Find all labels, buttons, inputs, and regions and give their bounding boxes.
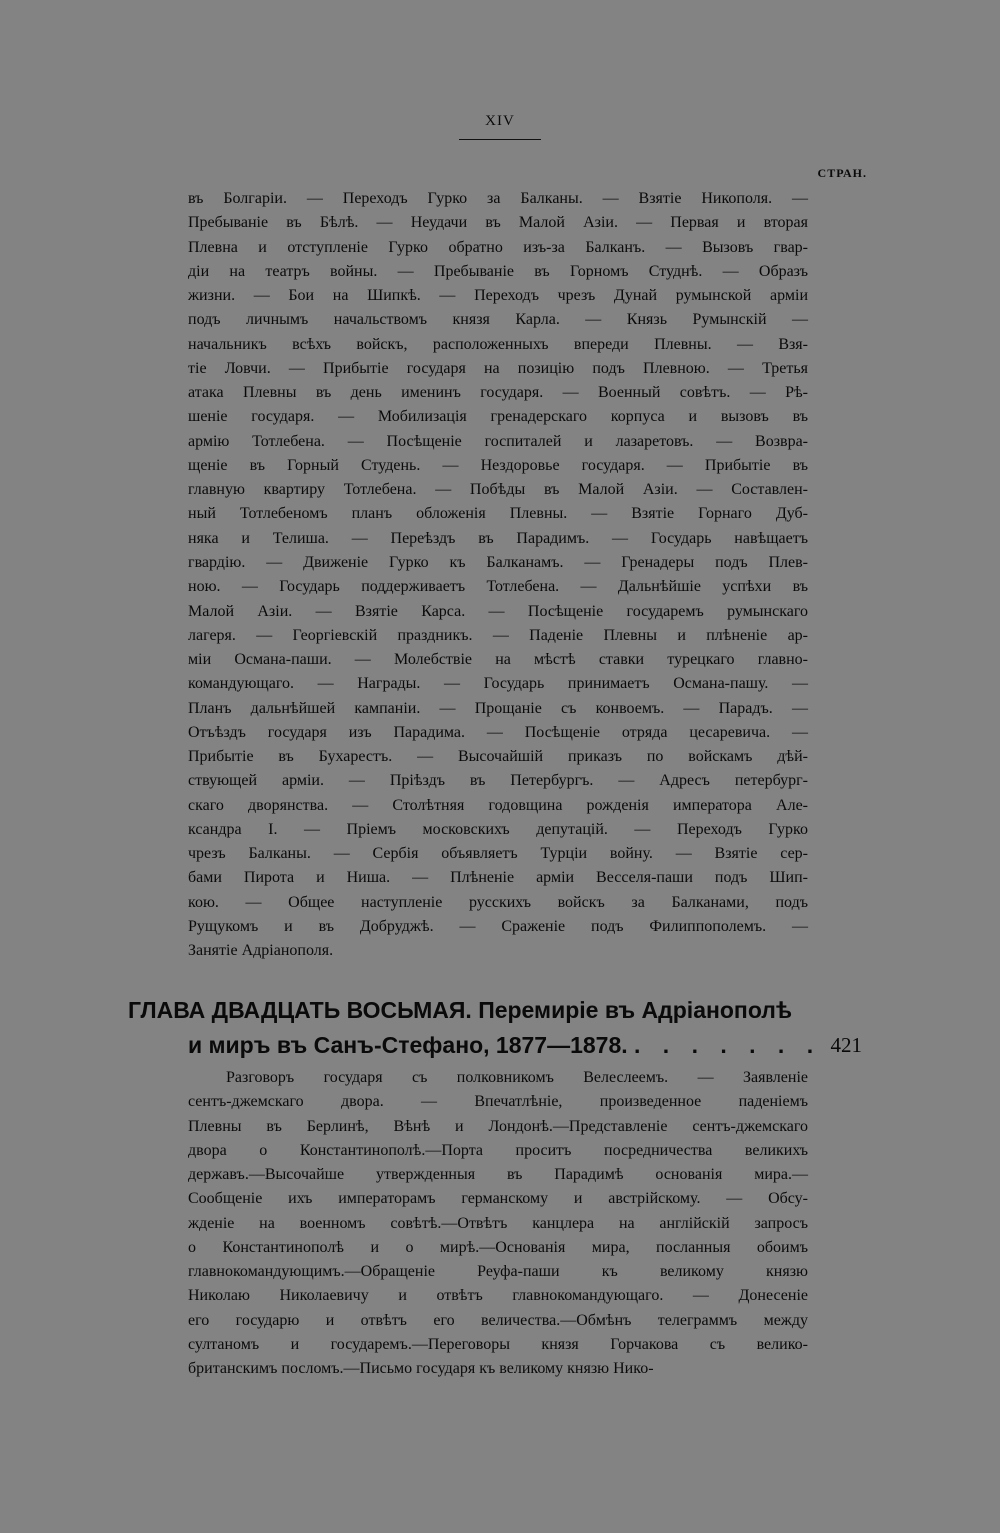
text-line: ствующей арміи. — Пріѣздъ въ Петербургъ. — Адресъ петербург-: [188, 772, 808, 790]
text-line: атака Плевны въ день именинъ государя. — Военный совѣтъ. — Рѣ-: [188, 384, 808, 402]
text-line: армію Тотлебена. — Посѣщеніе госпиталей и лазаретовъ. — Возвра-: [188, 432, 808, 450]
header-rule: [459, 139, 541, 140]
text-line: сентъ-джемскаго двора. — Впечатлѣніе, произведенное паденіемъ: [188, 1093, 808, 1111]
chapter-title-line1: ГЛАВА ДВАДЦАТЬ ВОСЬМАЯ. Перемиріе въ Адріанополѣ: [128, 997, 793, 1023]
text-line: въ Болгаріи. — Переходъ Гурко за Балканы. — Взятіе Никополя. —: [188, 190, 808, 207]
text-line: британскимъ посломъ.—Письмо государя къ великому князю Нико-: [188, 1360, 654, 1378]
text-line: главную квартиру Тотлебена. — Побѣды въ Малой Азіи. — Составлен-: [188, 481, 808, 499]
text-line: Прибытіе въ Бухарестъ. — Высочайшій приказъ по войскамъ дѣй-: [188, 748, 808, 766]
text-line: жденіе на военномъ совѣтѣ.—Отвѣтъ канцлера на англійскій запросъ: [188, 1214, 808, 1232]
text-line: Сообщеніе ихъ императорамъ германскому и австрійскому. — Обсу-: [188, 1190, 808, 1208]
text-line: подъ личнымъ начальствомъ князя Карла. — Князь Румынскій —: [188, 311, 808, 329]
section1-text: [188, 187, 808, 964]
text-line: гвардію. — Движеніе Гурко къ Балканамъ. — Гренадеры подъ Плев-: [188, 553, 808, 571]
page-number: XIV: [485, 113, 515, 129]
text-line: Николаю Николаевичу и отвѣтъ главнокомандующаго. — Донесеніе: [188, 1287, 808, 1305]
chapter-title-text: и миръ въ Санъ-Стефано, 1877—1878.: [188, 1032, 628, 1058]
text-line: міи Османа-паши. — Молебствіе на мѣстѣ ставки турецкаго главно-: [188, 651, 808, 669]
text-line: султаномъ и государемъ.—Переговоры князя Горчакова съ велико-: [188, 1335, 808, 1353]
chapter-leader-dots: . . . . . . .: [634, 1032, 822, 1058]
text-line: Пребываніе въ Бѣлѣ. — Неудачи въ Малой Азіи. — Первая и вторая: [188, 214, 808, 232]
text-line: Занятіе Адріанополя.: [188, 942, 334, 960]
text-line: о Константинополѣ и о мирѣ.—Основанія мира, посланныя обоимъ: [188, 1238, 808, 1256]
text-line: командующаго. — Награды. — Государь принимаетъ Османа-пашу. —: [188, 675, 808, 693]
text-line: Плевна и отступленіе Гурко обратно изъ-за Балканъ. — Вызовъ гвар-: [188, 238, 808, 256]
text-line: щеніе въ Горный Студень. — Нездоровье государя. — Прибытіе въ: [188, 456, 808, 474]
text-line: державъ.—Высочайше утвержденныя въ Парадимѣ основанія мира.—: [188, 1166, 808, 1184]
chapter-page-number: 421: [830, 1033, 862, 1057]
text-line: жизни. — Бои на Шипкѣ. — Переходъ чрезъ Дунай румынской арміи: [188, 287, 808, 305]
text-line: лагеря. — Георгіевскій праздникъ. — Паденіе Плевны и плѣненіе ар-: [188, 626, 808, 644]
text-line: двора о Константинополѣ.—Порта проситъ посредничества великихъ: [188, 1141, 808, 1159]
text-line: ксандра I. — Пріемъ московскихъ депутацій. — Переходъ Гурко: [188, 820, 808, 838]
text-line: бами Пирота и Ниша. — Плѣненіе арміи Весселя-паши подъ Шип-: [188, 869, 808, 887]
text-line: діи на театръ войны. — Пребываніе въ Горномъ Студнѣ. — Образъ: [188, 262, 808, 280]
text-line: ный Тотлебеномъ планъ обложенія Плевны. — Взятіе Горнаго Дуб-: [188, 505, 808, 523]
text-line: тіе Ловчи. — Прибытіе государя на позицію подъ Плевною. — Третья: [188, 359, 808, 377]
text-line: главнокомандующимъ.—Обращеніе Реуфа-паши къ великому князю: [188, 1263, 808, 1281]
text-line: Планъ дальнѣйшей кампаніи. — Прощаніе съ конвоемъ. — Парадъ. —: [188, 699, 808, 717]
text-line: Рущукомъ и въ Добруджѣ. — Сраженіе подъ Филиппополемъ. —: [188, 917, 808, 935]
chapter-title-line2: [128, 1028, 862, 1063]
text-line: его государю и отвѣтъ его величества.—Обмѣнъ телеграммъ между: [188, 1311, 808, 1329]
text-line: начальникъ всѣхъ войскъ, расположенныхъ впереди Плевны. — Взя-: [188, 335, 808, 353]
text-line: чрезъ Балканы. — Сербія объявляетъ Турціи войну. — Взятіе сер-: [188, 845, 808, 863]
text-line: шеніе государя. — Мобилизація гренадерскаго корпуса и вызовъ въ: [188, 408, 808, 426]
column-label: СТРАН.: [817, 166, 867, 180]
text-line: скаго дворянства. — Столѣтняя годовщина рожденія императора Але-: [188, 796, 808, 814]
text-line: няка и Телиша. — Переѣздъ въ Парадимъ. — Государь навѣщаетъ: [188, 529, 808, 547]
text-line: ною. — Государь поддерживаетъ Тотлебена. — Дальнѣйшіе успѣхи въ: [188, 578, 808, 596]
text-line: Отъѣздъ государя изъ Парадима. — Посѣщеніе отряда цесаревича. —: [188, 723, 808, 741]
section2-text: [188, 1066, 808, 1381]
text-line: Малой Азіи. — Взятіе Карса. — Посѣщеніе государемъ румынскаго: [188, 602, 808, 620]
text-line: Разговоръ государя съ полковникомъ Велеслеемъ. — Заявленіе: [226, 1069, 808, 1086]
text-line: кою. — Общее наступленіе русскихъ войскъ за Балканами, подъ: [188, 893, 808, 911]
text-line: Плевны въ Берлинѣ, Вѣнѣ и Лондонѣ.—Представленіе сентъ-джемскаго: [188, 1117, 808, 1135]
chapter-heading: [128, 993, 862, 1063]
